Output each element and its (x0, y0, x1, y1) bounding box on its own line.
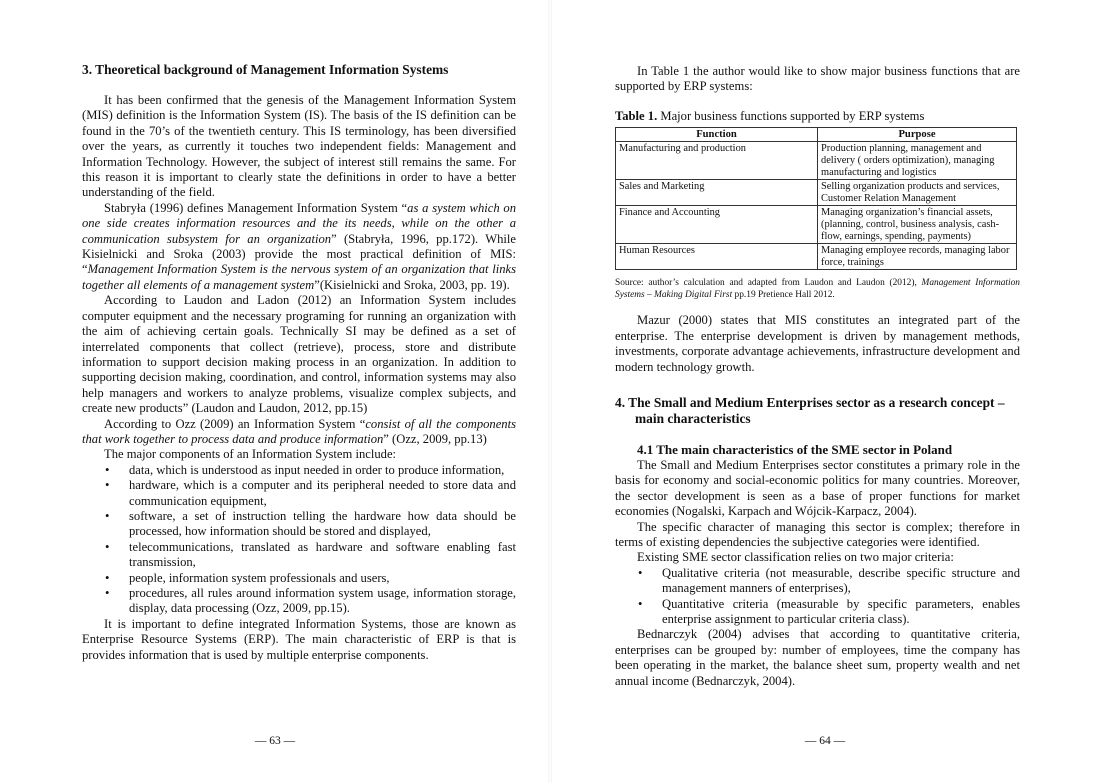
paragraph: Existing SME sector classification relies on two major criteria: (637, 550, 954, 565)
component-list (82, 463, 516, 617)
erp-functions-table (615, 127, 1017, 271)
table-row (616, 180, 1017, 206)
section-heading: 4. The Small and Medium Enterprises sector as a research concept – main characteristics (615, 394, 1005, 426)
table-caption: Table 1. Major business functions supported by ERP systems (615, 108, 925, 123)
paragraph: In Table 1 the author would like to show major business functions that are supported by ERP systems: (615, 64, 1020, 94)
table-row (616, 142, 1017, 180)
table-row (616, 244, 1017, 270)
paragraph: Bednarczyk (2004) advises that according to quantitative criteria, enterprises can be grouped by: number of employees, time the company has been operating in the market, the balance sheet sum, property wealth and net annual income (Bednarczyk, 2004). (615, 627, 1020, 688)
column-header-purpose: Purpose (818, 127, 1017, 142)
paragraph: It has been confirmed that the genesis of the Management Information System (MIS) definition is the Information System (IS). The basis of the IS definition can be found in the 70’s of the twentieth century. This IS terminology, has been diversified over the years, as currently it touches two independent fields: Management and Information Technology. However, the subject of interest still remains the same. For this reason it is important to clearly state the definitions in order to have a better understanding of the field. (82, 93, 516, 200)
table-cell: Sales and Marketing (616, 180, 818, 206)
table-header-row (616, 127, 1017, 142)
list-item: • data, which is understood as input needed in order to produce information, (105, 463, 516, 478)
table-cell: Manufacturing and production (616, 142, 818, 180)
paragraph: According to Ozz (2009) an Information System “consist of all the components that work together to process data and produce information” (Ozz, 2009, pp.13) (82, 416, 516, 446)
paragraph: Mazur (2000) states that MIS constitutes an integrated part of the enterprise. The enterprise development is driven by management methods, investments, corporate advantage achievements, infrastructure development and modern technology growth. (615, 313, 1020, 374)
paragraph: The specific character of managing this sector is complex; therefore in terms of existing dependencies the subjective categories were identified. (615, 519, 1020, 549)
list-item: • Qualitative criteria (not measurable, describe specific structure and management manners of enterprises), (638, 566, 1020, 597)
list-item: • procedures, all rules around information system usage, information storage, display, data processing (Ozz, 2009, pp.15). (105, 586, 516, 617)
list-item: • people, information system professionals and users, (105, 571, 516, 586)
list-item: • hardware, which is a computer and its peripheral needed to store data and communication equipment, (105, 478, 516, 509)
table-cell: Finance and Accounting (616, 206, 818, 244)
page-number: — 63 — (254, 735, 296, 747)
table-row (616, 206, 1017, 244)
paragraph: It is important to define integrated Information Systems, those are known as Enterprise Resource Systems (ERP). The main characteristic of ERP is that is provides information that is used by multiple enterprise components. (82, 616, 516, 662)
paragraph: Stabryła (1996) defines Management Information System “as a system which on one side creates information resources and the its needs, while on the other a communication subsystem for an organization” (Stabryła, 1996, pp.172). While Kisielnicki and Sroka (2003) provide the most practical definition of MIS: “Management Information System is the nervous system of an organization that links together all elements of a management system”(Kisielnicki and Sroka, 2003, pp. 19). (82, 200, 517, 292)
list-item: • software, a set of instruction telling the hardware how data should be processed, how information should be stored and displayed, (105, 509, 516, 540)
table-cell: Managing organization’s financial assets, (planning, control, business analysis, cash-flow, earnings, spending, payments) (818, 206, 1017, 244)
table-cell: Managing employee records, managing labor force, trainings (818, 244, 1017, 270)
table-cell: Human Resources (616, 244, 818, 270)
paragraph: According to Laudon and Ladon (2012) an Information System includes computer equipment and the necessary programing for running an organization with the aim of achieving certain goals. Technically SI may be defined as a set of interrelated components that collect (retrieve), process, store and distribute information to support decision making process in an organization. In addition to supporting decision making, coordination, and control, information systems may also help managers and workers to analyze problems, visualize complex subjects, and create new products” (Laudon and Laudon, 2012, pp.15) (82, 293, 516, 416)
page-number: — 64 — (804, 735, 846, 747)
section-heading: 3. Theoretical background of Management Information Systems (82, 62, 449, 77)
paragraph: The major components of an Information System include: (104, 447, 397, 462)
subsection-heading: 4.1 The main characteristics of the SME sector in Poland (637, 441, 953, 457)
table-cell: Selling organization products and services, Customer Relation Management (818, 180, 1017, 206)
paragraph: The Small and Medium Enterprises sector constitutes a primary role in the basis for economy and social-economic politics for many countries. Moreover, the sector development is seen as a base of proper functions for market economies (Nogalski, Karpach and Wójcik-Karpacz, 2004). (615, 457, 1020, 519)
list-item: • telecommunications, translated as hardware and software enabling fast transmission, (105, 540, 516, 571)
table-source-note: Source: author’s calculation and adapted from Laudon and Laudon (2012), Management Information Systems – Making Digital First pp.19 Pretience Hall 2012. (615, 278, 1020, 301)
list-item: • Quantitative criteria (measurable by specific parameters, enables enterprise assignment to particular criteria class). (638, 597, 1020, 628)
right-page (550, 0, 1100, 783)
criteria-list (615, 566, 1020, 628)
table-cell: Production planning, management and delivery ( orders optimization), managing manufacturing and logistics (818, 142, 1017, 180)
column-header-function: Function (616, 127, 818, 142)
